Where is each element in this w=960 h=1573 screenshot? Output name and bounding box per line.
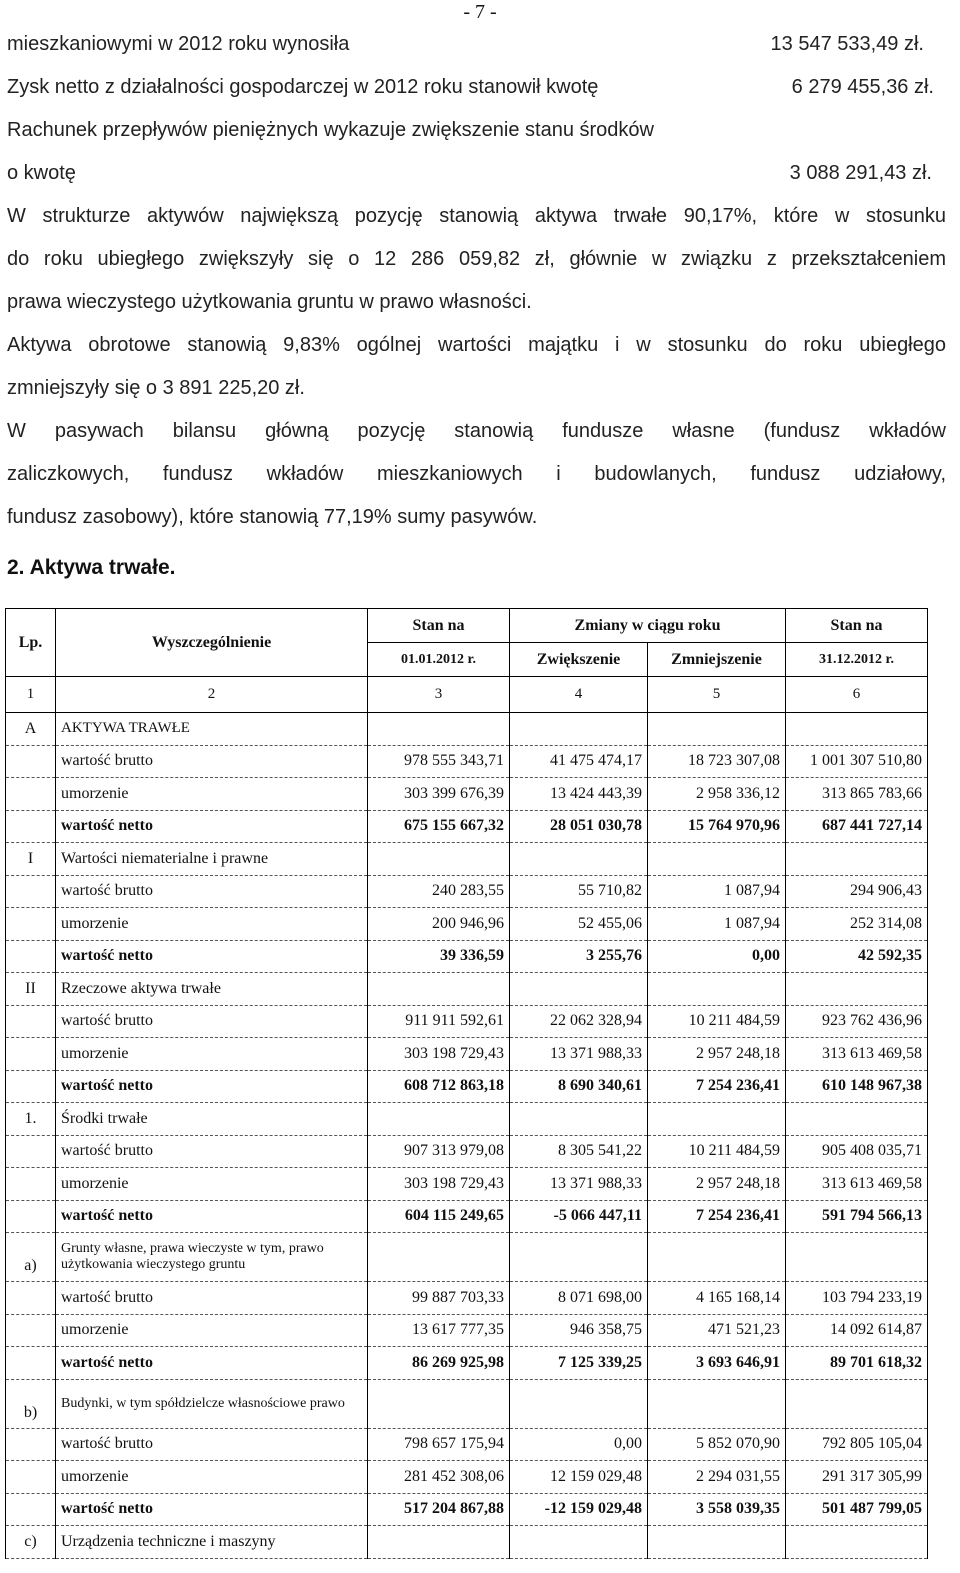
row-value: 42 592,35 [786,940,928,973]
row-lp [6,810,56,843]
row-lp [6,1168,56,1201]
row-value: 52 455,06 [510,908,648,941]
row-value: 591 794 566,13 [786,1200,928,1233]
section-row [6,1233,928,1282]
data-row [6,1005,928,1038]
section-row [6,843,928,876]
row-value [368,1233,510,1282]
row-value [648,713,786,746]
column-number: 3 [368,677,510,713]
row-value: 7 254 236,41 [648,1200,786,1233]
fixed-assets-table [5,608,928,1559]
row-value [510,1379,648,1428]
row-lp [6,1038,56,1071]
row-description: umorzenie [56,1461,368,1494]
row-description: umorzenie [56,1314,368,1347]
row-value: 2 957 248,18 [648,1168,786,1201]
row-value: 604 115 249,65 [368,1200,510,1233]
row-value: 3 558 039,35 [648,1493,786,1526]
header-lp: Lp. [6,609,56,677]
row-value [368,713,510,746]
row-value: 2 957 248,18 [648,1038,786,1071]
row-description: umorzenie [56,778,368,811]
row-value: 15 764 970,96 [648,810,786,843]
row-lp [6,875,56,908]
column-number: 2 [56,677,368,713]
row-value: 3 693 646,91 [648,1347,786,1380]
row-value: 923 762 436,96 [786,1005,928,1038]
data-row [6,1135,928,1168]
row-lp: I [6,843,56,876]
row-value [510,1526,648,1559]
data-row [6,1168,928,1201]
row-description: wartość brutto [56,875,368,908]
row-value: 281 452 308,06 [368,1461,510,1494]
row-description: Budynki, w tym spółdzielcze własnościowe prawo [56,1379,368,1428]
row-value: 7 254 236,41 [648,1070,786,1103]
row-description: Wartości niematerialne i prawne [56,843,368,876]
row-value [648,1103,786,1136]
row-value [368,1379,510,1428]
row-value [786,1526,928,1559]
row-description: wartość netto [56,1070,368,1103]
paragraph-line: fundusz zasobowy), które stanowią 77,19% sumy pasywów. [7,506,538,528]
data-row [6,1493,928,1526]
row-lp [6,1314,56,1347]
row-value: -5 066 447,11 [510,1200,648,1233]
row-value: 501 487 799,05 [786,1493,928,1526]
row-value [648,1379,786,1428]
header-decrease: Zmniejszenie [648,643,786,677]
row-value: 0,00 [648,940,786,973]
row-value: 28 051 030,78 [510,810,648,843]
row-value [510,973,648,1006]
row-value: 252 314,08 [786,908,928,941]
row-value [368,843,510,876]
header-balance-start: Stan na [368,609,510,643]
row-value: 8 305 541,22 [510,1135,648,1168]
data-row [6,940,928,973]
row-value: 675 155 667,32 [368,810,510,843]
row-value: -12 159 029,48 [510,1493,648,1526]
data-row [6,875,928,908]
row-value: 3 255,76 [510,940,648,973]
row-description: Rzeczowe aktywa trwałe [56,973,368,1006]
data-row [6,1347,928,1380]
row-value: 12 159 029,48 [510,1461,648,1494]
row-lp: 1. [6,1103,56,1136]
row-value [648,973,786,1006]
data-row [6,810,928,843]
row-value [368,1103,510,1136]
row-value: 946 358,75 [510,1314,648,1347]
row-value: 471 521,23 [648,1314,786,1347]
row-value: 7 125 339,25 [510,1347,648,1380]
row-value: 89 701 618,32 [786,1347,928,1380]
section-row [6,1103,928,1136]
row-description: wartość brutto [56,745,368,778]
row-lp: b) [6,1379,56,1428]
row-lp: c) [6,1526,56,1559]
row-description: wartość brutto [56,1282,368,1315]
row-lp: a) [6,1233,56,1282]
row-lp [6,1461,56,1494]
row-value: 303 198 729,43 [368,1038,510,1071]
line-value: 13 547 533,49 zł. [770,33,924,55]
header-balance-start-date: 01.01.2012 r. [368,643,510,677]
row-value: 99 887 703,33 [368,1282,510,1315]
paragraph-line: W strukturze aktywów największą pozycję stanowią aktywa trwałe 90,17%, które w stosunku [7,205,946,227]
row-value: 4 165 168,14 [648,1282,786,1315]
data-row [6,1038,928,1071]
data-row [6,1314,928,1347]
row-value: 792 805 105,04 [786,1428,928,1461]
row-value: 13 424 443,39 [510,778,648,811]
row-value: 291 317 305,99 [786,1461,928,1494]
row-value: 18 723 307,08 [648,745,786,778]
row-value: 303 198 729,43 [368,1168,510,1201]
row-value: 55 710,82 [510,875,648,908]
row-value: 1 001 307 510,80 [786,745,928,778]
line-text: Rachunek przepływów pieniężnych wykazuje zwiększenie stanu środków [7,119,654,141]
paragraph-line: do roku ubiegłego zwiększyły się o 12 286 059,82 zł, głównie w związku z przekształceniem [7,248,946,270]
row-value: 13 371 988,33 [510,1168,648,1201]
row-value: 610 148 967,38 [786,1070,928,1103]
row-description: wartość netto [56,940,368,973]
row-value: 313 865 783,66 [786,778,928,811]
row-description: wartość netto [56,810,368,843]
row-value: 608 712 863,18 [368,1070,510,1103]
row-value [648,1233,786,1282]
row-lp [6,940,56,973]
row-description: wartość netto [56,1200,368,1233]
row-lp [6,778,56,811]
row-description: Urządzenia techniczne i maszyny [56,1526,368,1559]
paragraph-line: zaliczkowych, fundusz wkładów mieszkaniowych i budowlanych, fundusz udziałowy, [7,463,946,485]
text-line [7,76,946,99]
header-balance-end: Stan na [786,609,928,643]
row-value: 86 269 925,98 [368,1347,510,1380]
row-value: 905 408 035,71 [786,1135,928,1168]
row-description: umorzenie [56,1038,368,1071]
row-value [510,1103,648,1136]
row-value: 687 441 727,14 [786,810,928,843]
row-value [648,1526,786,1559]
row-value: 313 613 469,58 [786,1168,928,1201]
row-value [786,843,928,876]
column-number: 4 [510,677,648,713]
line-text: o kwotę [7,162,76,184]
row-value: 978 555 343,71 [368,745,510,778]
paragraph-line: W pasywach bilansu główną pozycję stanowią fundusze własne (fundusz wkładów [7,420,946,442]
page-number: - 7 - [463,1,497,23]
column-number: 6 [786,677,928,713]
row-lp [6,1282,56,1315]
header-increase: Zwiększenie [510,643,648,677]
line-text: Zysk netto z działalności gospodarczej w 2012 roku stanowił kwotę [7,76,599,98]
row-description: umorzenie [56,908,368,941]
row-description: Grunty własne, prawa wieczyste w tym, prawo użytkowania wieczystego gruntu [56,1233,368,1282]
data-row [6,745,928,778]
row-value: 2 958 336,12 [648,778,786,811]
row-value: 517 204 867,88 [368,1493,510,1526]
paragraph-line: zmniejszyły się o 3 891 225,20 zł. [7,377,305,399]
section-row [6,1379,928,1428]
row-value [510,713,648,746]
row-value: 798 657 175,94 [368,1428,510,1461]
row-value [510,1233,648,1282]
column-number: 5 [648,677,786,713]
row-value: 240 283,55 [368,875,510,908]
row-value [368,1526,510,1559]
line-value: 3 088 291,43 zł. [789,162,932,184]
section-row [6,1526,928,1559]
data-row [6,778,928,811]
row-value: 313 613 469,58 [786,1038,928,1071]
row-lp [6,1200,56,1233]
row-description: wartość brutto [56,1005,368,1038]
row-value: 10 211 484,59 [648,1005,786,1038]
row-value: 10 211 484,59 [648,1135,786,1168]
row-value: 2 294 031,55 [648,1461,786,1494]
row-value: 14 092 614,87 [786,1314,928,1347]
row-value: 13 371 988,33 [510,1038,648,1071]
section-row [6,973,928,1006]
paragraph-line: prawa wieczystego użytkowania gruntu w prawo własności. [7,291,532,313]
row-value: 303 399 676,39 [368,778,510,811]
row-value: 41 475 474,17 [510,745,648,778]
row-value: 200 946,96 [368,908,510,941]
row-value: 0,00 [510,1428,648,1461]
row-description: Środki trwałe [56,1103,368,1136]
line-value: 6 279 455,36 zł. [791,76,934,98]
row-lp: II [6,973,56,1006]
row-value: 39 336,59 [368,940,510,973]
section-heading: 2. Aktywa trwałe. [7,556,176,579]
row-value [368,973,510,1006]
row-value: 8 690 340,61 [510,1070,648,1103]
data-row [6,1282,928,1315]
row-value: 294 906,43 [786,875,928,908]
row-description: wartość brutto [56,1135,368,1168]
row-lp [6,1428,56,1461]
row-description: wartość brutto [56,1428,368,1461]
row-lp: A [6,713,56,746]
header-balance-end-date: 31.12.2012 r. [786,643,928,677]
column-number: 1 [6,677,56,713]
row-value: 907 313 979,08 [368,1135,510,1168]
row-description: wartość netto [56,1347,368,1380]
data-row [6,1461,928,1494]
text-line [7,33,946,56]
row-value [786,1103,928,1136]
data-row [6,1070,928,1103]
row-lp [6,1005,56,1038]
text-line [7,162,946,185]
row-value: 911 911 592,61 [368,1005,510,1038]
text-line [7,119,946,142]
row-description: AKTYWA TRAWŁE [56,713,368,746]
row-lp [6,908,56,941]
section-row [6,713,928,746]
row-value: 1 087,94 [648,908,786,941]
row-description: wartość netto [56,1493,368,1526]
row-value [786,1233,928,1282]
row-lp [6,1135,56,1168]
row-lp [6,745,56,778]
row-value: 103 794 233,19 [786,1282,928,1315]
row-lp [6,1347,56,1380]
row-value [786,1379,928,1428]
row-value [786,713,928,746]
row-value: 5 852 070,90 [648,1428,786,1461]
data-row [6,1200,928,1233]
row-value: 1 087,94 [648,875,786,908]
row-description: umorzenie [56,1168,368,1201]
header-changes: Zmiany w ciągu roku [510,609,786,643]
paragraph-line: Aktywa obrotowe stanowią 9,83% ogólnej wartości majątku i w stosunku do roku ubiegłego [7,334,946,356]
row-value [510,843,648,876]
row-lp [6,1493,56,1526]
data-row [6,908,928,941]
row-value: 13 617 777,35 [368,1314,510,1347]
row-lp [6,1070,56,1103]
row-value: 22 062 328,94 [510,1005,648,1038]
row-value [786,973,928,1006]
row-value [648,843,786,876]
data-row [6,1428,928,1461]
row-value: 8 071 698,00 [510,1282,648,1315]
header-description: Wyszczególnienie [56,609,368,677]
line-text: mieszkaniowymi w 2012 roku wynosiła [7,33,350,55]
